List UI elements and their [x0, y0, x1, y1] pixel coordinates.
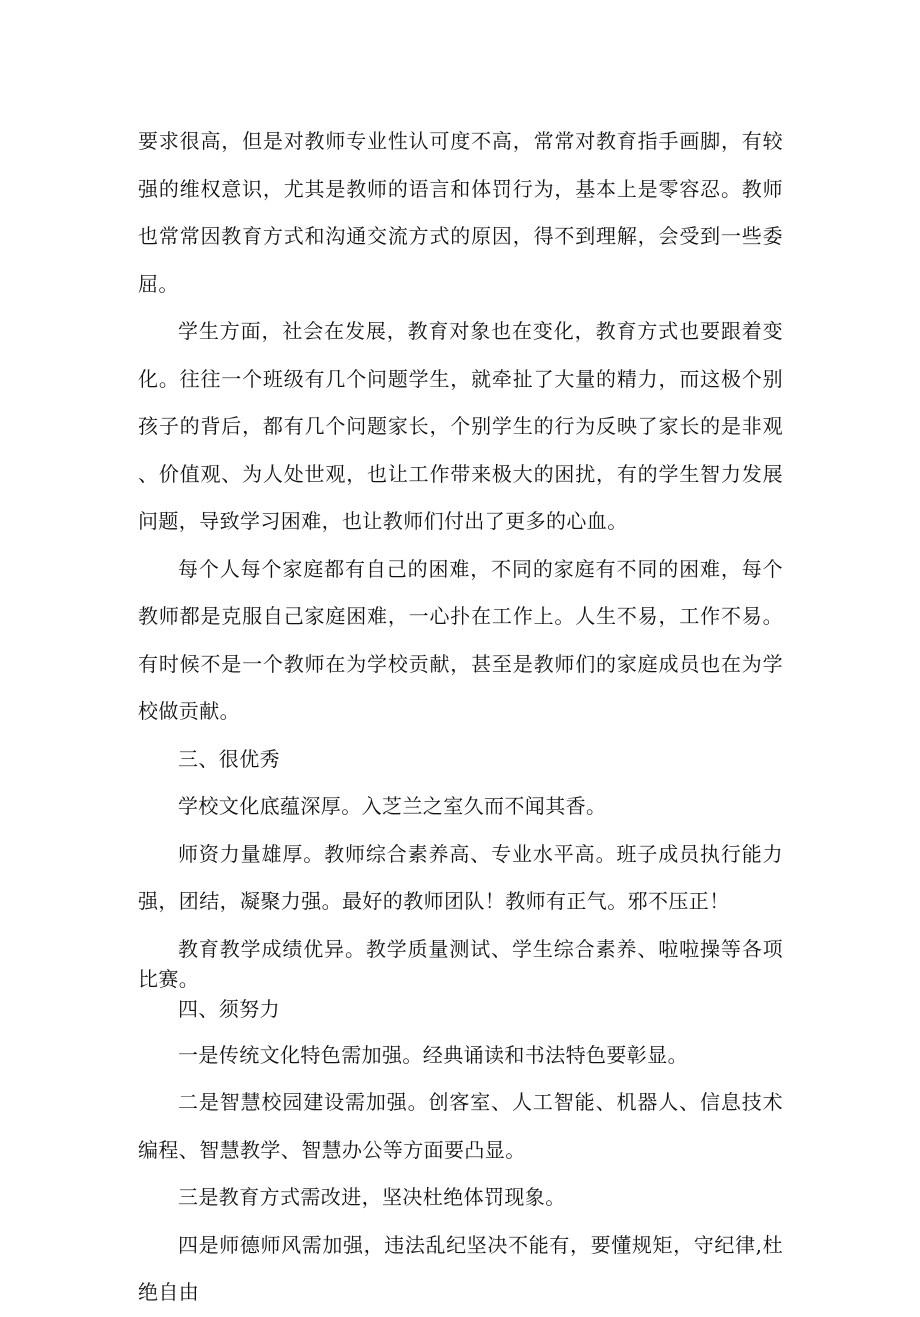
paragraph-traditional-culture: 一是传统文化特色需加强。经典诵读和书法特色要彰显。 [178, 1042, 688, 1067]
paragraph-students: 学生方面，社会在发展，教育对象也在变化，教育方式也要跟着变化。往往一个班级有几个问题学生，就牵扯了大量的精力，而这极个别孩子的背后，都有几个问题家长，个别学生的行为反映了家长的是非观、价值观、为人处世观，也让工作带来极大的困扰，有的学生智力发展问题，导致学习困难，也让教师们付出了更多的心血。 [138, 319, 783, 533]
document-page [138, 118, 783, 1317]
paragraph-achievements: 教育教学成绩优异。教学质量测试、学生综合素养、啦啦操等各项比赛。 [138, 936, 783, 991]
section-heading-excellent: 三、很优秀 [178, 746, 280, 771]
paragraph-smart-campus: 二是智慧校园建设需加强。创客室、人工智能、机器人、信息技术编程、智慧教学、智慧办公等方面要凸显。 [138, 1090, 783, 1162]
section-heading-improve: 四、须努力 [178, 996, 280, 1021]
paragraph-teacher-ethics: 四是师德师风需加强，违法乱纪坚决不能有，要懂规矩，守纪律,杜绝自由 [138, 1232, 783, 1304]
paragraph-parents-continued: 要求很高，但是对教师专业性认可度不高，常常对教育指手画脚，有较强的维权意识，尤其是教师的语言和体罚行为，基本上是零容忍。教师也常常因教育方式和沟通交流方式的原因，得不到理解，会受到一些委屈。 [138, 129, 783, 296]
paragraph-teaching-staff: 师资力量雄厚。教师综合素养高、专业水平高。班子成员执行能力强，团结，凝聚力强。最好的教师团队！教师有正气。邪不压正！ [138, 841, 783, 913]
paragraph-school-culture: 学校文化底蕴深厚。入芝兰之室久而不闻其香。 [178, 794, 607, 818]
paragraph-families: 每个人每个家庭都有自己的困难，不同的家庭有不同的困难，每个教师都是克服自己家庭困难，一心扑在工作上。人生不易，工作不易。有时候不是一个教师在为学校贡献，甚至是教师们的家庭成员也在为学校做贡献。 [138, 556, 783, 723]
paragraph-teaching-methods: 三是教育方式需改进，坚决杜绝体罚现象。 [178, 1185, 566, 1209]
